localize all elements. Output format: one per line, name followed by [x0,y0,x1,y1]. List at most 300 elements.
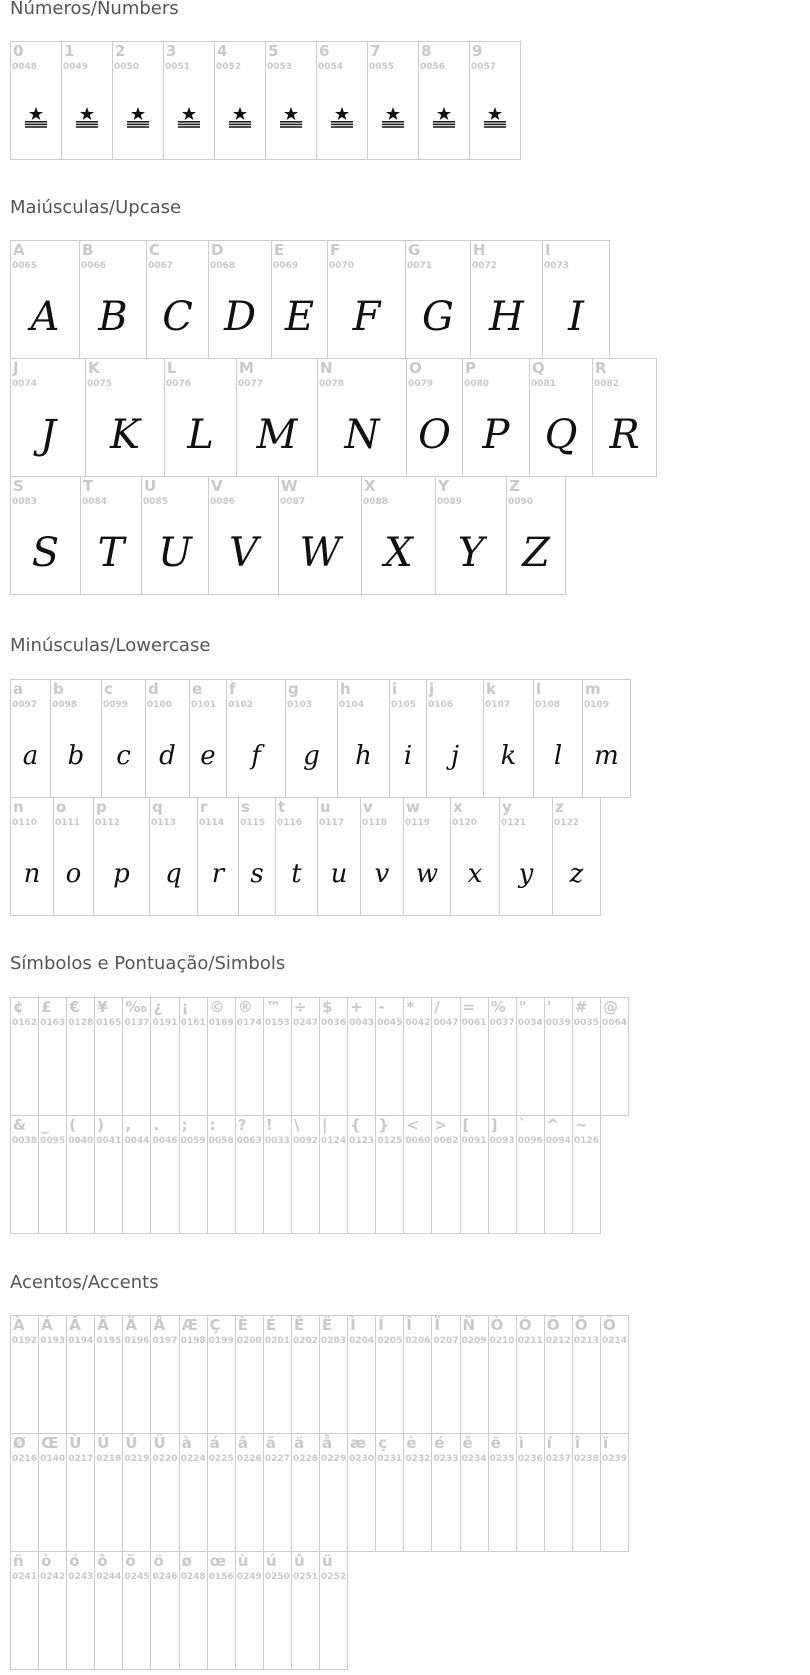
glyph-cell [375,1315,404,1434]
glyph-row [10,41,520,159]
glyph-cell [375,1433,404,1552]
glyph-cell [572,1315,601,1434]
glyph-character-label: a [13,680,24,698]
glyph-cell [10,1115,39,1234]
glyph-cell [80,476,142,595]
glyph-preview: m [594,740,619,771]
glyph-code-label: 0218 [96,1454,122,1464]
glyph-preview [266,80,316,155]
glyph-cell [10,1315,39,1434]
glyph-character-label: ] [490,1116,498,1134]
glyph-code-label: 0202 [292,1336,318,1346]
glyph-character-label: î [574,1434,581,1452]
glyph-code-label: 0102 [228,700,254,710]
glyph-code-label: 0227 [264,1454,290,1464]
glyph-code-label: 0140 [40,1454,66,1464]
glyph-character-label: | [322,1116,328,1134]
glyph-cell [544,1115,573,1234]
glyph-code-label: 0120 [452,818,478,828]
glyph-preview: S [31,529,60,576]
glyph-code-label: 0118 [362,818,388,828]
glyph-code-label: 0137 [124,1018,150,1028]
glyph-code-label: 0229 [321,1454,347,1464]
glyph-code-label: 0216 [12,1454,38,1464]
glyph-code-label: 0109 [584,700,610,710]
glyph-code-label: 0204 [349,1336,375,1346]
glyph-code-label: 0037 [489,1018,515,1028]
glyph-preview: i [403,740,413,771]
glyph-cell [179,1551,208,1670]
glyph-code-label: 0055 [369,62,395,72]
glyph-cell [389,679,427,798]
glyph-cell [347,1315,376,1434]
glyph-code-label: 0249 [236,1572,262,1582]
glyph-preview [62,80,112,155]
glyph-cell [10,1433,39,1552]
glyph-code-label: 0084 [82,497,108,507]
glyph-code-label: 0051 [165,62,191,72]
glyph-cell [582,679,631,798]
glyph-character-label: ê [462,1434,473,1452]
glyph-preview: g [303,740,320,771]
glyph-code-label: 0163 [40,1018,66,1028]
glyph-code-label: 0090 [508,497,534,507]
glyph-code-label: 0246 [152,1572,178,1582]
glyph-cell [403,997,432,1116]
glyph-character-label: Î [406,1316,412,1334]
glyph-character-label: ô [97,1552,108,1570]
glyph-preview: o [65,858,82,889]
glyph-cell [235,1315,264,1434]
glyph-character-label: Ü [153,1434,166,1452]
glyph-preview: L [187,411,214,458]
glyph-character-label: C [149,241,161,259]
glyph-code-label: 0195 [96,1336,122,1346]
glyph-character-label: Ä [125,1316,137,1334]
glyph-character-label: û [293,1552,305,1570]
glyph-character-label: O [409,359,422,377]
glyph-code-label: 0212 [545,1336,571,1346]
glyph-character-label: 7 [370,42,381,60]
glyph-character-label: @ [602,998,618,1016]
glyph-cell [122,1433,151,1552]
glyph-character-label: À [13,1316,25,1334]
glyph-cell [319,1315,348,1434]
glyph-code-label: 0086 [210,497,236,507]
glyph-cell [460,1433,489,1552]
glyph-cell [226,679,286,798]
glyph-character-label: ~ [574,1116,588,1134]
glyph-cell [317,358,407,477]
glyph-cell [506,476,566,595]
glyph-code-label: 0062 [433,1136,459,1146]
glyph-preview: p [113,858,130,889]
glyph-cell [150,1433,179,1552]
glyph-code-label: 0073 [544,261,570,271]
glyph-character-label: è [406,1434,417,1452]
glyph-code-label: 0209 [461,1336,487,1346]
glyph-cell [375,1115,404,1234]
glyph-code-label: 0094 [545,1136,571,1146]
glyph-character-label: 0 [13,42,24,60]
glyph-cell [499,797,553,916]
glyph-code-label: 0080 [464,379,490,389]
glyph-code-label: 0225 [208,1454,234,1464]
glyph-cell [319,1115,348,1234]
glyph-character-label: ( [69,1116,77,1134]
glyph-code-label: 0108 [535,700,561,710]
glyph-character-label: â [237,1434,248,1452]
glyph-character-label: 6 [319,42,330,60]
glyph-code-label: 0056 [420,62,446,72]
glyph-code-label: 0192 [12,1336,38,1346]
glyph-code-label: 0169 [208,1018,234,1028]
glyph-preview: f [251,740,261,771]
glyph-code-label: 0242 [40,1572,66,1582]
glyph-character-label: Z [509,477,520,495]
glyph-cell [319,997,348,1116]
glyph-grid-upcase [10,240,656,594]
glyph-character-label: J [13,359,19,377]
glyph-character-label: t [278,798,286,816]
glyph-character-label: d [148,680,159,698]
glyph-cell [10,41,62,160]
glyph-code-label: 0245 [124,1572,150,1582]
glyph-character-label: Ã [97,1316,109,1334]
glyph-code-label: 0076 [166,379,192,389]
glyph-code-label: 0112 [95,818,121,828]
glyph-code-label: 0252 [321,1572,347,1582]
glyph-character-label: c [104,680,113,698]
glyph-code-label: 0228 [292,1454,318,1464]
glyph-code-label: 0075 [87,379,113,389]
glyph-code-label: 0248 [180,1572,206,1582]
glyph-code-label: 0068 [210,261,236,271]
glyph-cell [238,797,276,916]
glyph-cell [208,476,279,595]
glyph-cell [516,1115,545,1234]
glyph-character-label: í [546,1434,552,1452]
glyph-code-label: 0040 [68,1136,94,1146]
glyph-character-label: å [322,1434,333,1452]
glyph-code-label: 0092 [292,1136,318,1146]
glyph-code-label: 0099 [103,700,129,710]
glyph-preview: M [256,411,298,458]
glyph-cell [291,1115,320,1234]
glyph-grid-lowercase [10,679,630,915]
glyph-character-label: P [465,359,476,377]
glyph-character-label: f [229,680,236,698]
glyph-preview: V [229,529,258,576]
glyph-character-label: Û [125,1434,138,1452]
glyph-cell [263,1551,292,1670]
foundry-logo-icon [481,107,509,129]
glyph-cell [66,997,95,1116]
glyph-character-label: Ñ [462,1316,476,1334]
glyph-preview: A [30,293,60,340]
glyph-cell [93,797,150,916]
glyph-cell [85,358,165,477]
glyph-character-label: h [340,680,351,698]
glyph-character-label: * [406,998,415,1016]
glyph-cell [38,997,67,1116]
glyph-code-label: 0074 [12,379,38,389]
glyph-cell [141,476,209,595]
glyph-preview: O [418,411,451,458]
glyph-row [10,1551,628,1669]
glyph-code-label: 0207 [433,1336,459,1346]
glyph-cell [101,679,146,798]
glyph-character-label: e [192,680,203,698]
glyph-code-label: 0033 [264,1136,290,1146]
glyph-character-label: ¢ [13,998,24,1016]
glyph-cell [542,240,610,359]
glyph-row [10,240,656,358]
glyph-preview [113,80,163,155]
glyph-cell [10,358,86,477]
glyph-code-label: 0059 [180,1136,206,1146]
glyph-preview [419,80,469,155]
glyph-code-label: 0038 [12,1136,38,1146]
glyph-character-label: ï [602,1434,609,1452]
glyph-cell [600,997,629,1116]
foundry-logo-icon [175,107,203,129]
foundry-logo-icon [277,107,305,129]
glyph-code-label: 0224 [180,1454,206,1464]
glyph-cell [544,1433,573,1552]
glyph-cell [361,476,436,595]
glyph-code-label: 0244 [96,1572,122,1582]
glyph-character-label: k [486,680,496,698]
glyph-character-label: ¡ [181,998,189,1016]
glyph-character-label: } [378,1116,389,1134]
glyph-code-label: 0219 [124,1454,150,1464]
glyph-cell [544,997,573,1116]
glyph-code-label: 0065 [12,261,38,271]
glyph-character-label: [ [462,1116,470,1134]
glyph-cell [367,41,419,160]
glyph-cell [418,41,470,160]
glyph-code-label: 0123 [349,1136,375,1146]
glyph-cell [600,1315,629,1434]
glyph-code-label: 0250 [264,1572,290,1582]
glyph-character-label: ™ [265,998,281,1016]
glyph-character-label: ò [41,1552,52,1570]
glyph-code-label: 0082 [594,379,620,389]
glyph-code-label: 0106 [428,700,454,710]
glyph-cell [572,997,601,1116]
glyph-character-label: É [265,1316,277,1334]
glyph-code-label: 0078 [319,379,345,389]
glyph-character-label: L [167,359,177,377]
glyph-character-label: Ø [13,1434,26,1452]
glyph-character-label: ? [237,1116,247,1134]
glyph-code-label: 0070 [329,261,355,271]
glyph-code-label: 0052 [216,62,242,72]
glyph-code-label: 0034 [517,1018,543,1028]
glyph-code-label: 0043 [349,1018,375,1028]
glyph-cell [431,1433,460,1552]
glyph-character-label: Ï [434,1316,440,1334]
glyph-cell [94,1315,123,1434]
glyph-code-label: 0035 [573,1018,599,1028]
glyph-character-label: Ì [350,1316,356,1334]
glyph-code-label: 0045 [377,1018,403,1028]
glyph-preview: r [211,858,225,889]
glyph-character-label: Q [532,359,545,377]
foundry-logo-icon [430,107,458,129]
glyph-character-label: à [181,1434,192,1452]
glyph-preview: J [39,411,57,458]
glyph-code-label: 0233 [433,1454,459,1464]
glyph-character-label: ù [237,1552,249,1570]
glyph-cell [435,476,507,595]
glyph-code-label: 0194 [68,1336,94,1346]
glyph-preview: I [568,293,584,340]
glyph-row [10,679,630,797]
glyph-character-label: 3 [166,42,177,60]
glyph-character-label: N [320,359,333,377]
glyph-character-label: ú [265,1552,277,1570]
glyph-character-label: D [211,241,224,259]
glyph-code-label: 0243 [68,1572,94,1582]
glyph-cell [360,797,404,916]
glyph-row [10,1315,628,1433]
glyph-character-label: Ô [546,1316,560,1334]
glyph-code-label: 0174 [236,1018,262,1028]
glyph-cell [66,1551,95,1670]
glyph-code-label: 0199 [208,1336,234,1346]
glyph-character-label: ` [518,1116,527,1134]
glyph-character-label: Ö [602,1316,616,1334]
glyph-character-label: , [125,1116,132,1134]
section-title-numbers: Números/Numbers [10,0,179,19]
glyph-cell [94,1551,123,1670]
glyph-code-label: 0220 [152,1454,178,1464]
glyph-code-label: 0088 [363,497,389,507]
glyph-preview: N [344,411,380,458]
glyph-character-label: > [434,1116,447,1134]
glyph-code-label: 0107 [485,700,511,710]
glyph-character-label: Ç [209,1316,221,1334]
glyph-row [10,797,630,915]
glyph-code-label: 0098 [52,700,78,710]
glyph-character-label: ® [237,998,253,1016]
glyph-code-label: 0047 [433,1018,459,1028]
glyph-code-label: 0235 [489,1454,515,1464]
glyph-cell [403,1315,432,1434]
glyph-code-label: 0128 [68,1018,94,1028]
glyph-code-label: 0156 [208,1572,234,1582]
glyph-cell [79,240,147,359]
glyph-grid-numbers [10,41,520,159]
glyph-preview: P [482,411,510,458]
glyph-cell [50,679,102,798]
glyph-cell [122,1115,151,1234]
glyph-preview: t [291,858,302,889]
glyph-code-label: 0226 [236,1454,262,1464]
glyph-character-label: _ [41,1116,49,1134]
glyph-cell [483,679,534,798]
glyph-code-label: 0079 [408,379,434,389]
glyph-cell [53,797,94,916]
glyph-code-label: 0069 [273,261,299,271]
glyph-preview: Z [522,529,550,576]
glyph-preview [164,80,214,155]
glyph-cell [10,997,39,1116]
glyph-character-label: Å [153,1316,166,1334]
glyph-code-label: 0063 [236,1136,262,1146]
glyph-preview: d [159,740,176,771]
glyph-character-label: W [281,477,298,495]
glyph-cell [235,997,264,1116]
glyph-character-label: ë [490,1434,501,1452]
glyph-cell [179,997,208,1116]
glyph-cell [291,997,320,1116]
glyph-code-label: 0101 [191,700,217,710]
glyph-code-label: 0057 [471,62,497,72]
glyph-code-label: 0096 [517,1136,543,1146]
glyph-cell [337,679,390,798]
glyph-cell [150,1551,179,1670]
glyph-code-label: 0113 [151,818,177,828]
glyph-code-label: 0095 [40,1136,66,1146]
glyph-character-label: l [536,680,542,698]
glyph-character-label: % [490,998,506,1016]
glyph-code-label: 0200 [236,1336,262,1346]
glyph-code-label: 0100 [147,700,173,710]
glyph-character-label: ÷ [293,998,307,1016]
glyph-cell [426,679,484,798]
glyph-character-label: Õ [574,1316,588,1334]
glyph-code-label: 0044 [124,1136,150,1146]
glyph-character-label: j [429,680,435,698]
glyph-grid-symbols [10,997,628,1233]
glyph-character-label: ø [181,1552,192,1570]
glyph-cell [122,1551,151,1670]
glyph-cell [38,1115,67,1234]
glyph-character-label: œ [209,1552,227,1570]
glyph-character-label: i [392,680,398,698]
glyph-preview: s [250,858,264,889]
glyph-character-label: 8 [421,42,432,60]
glyph-preview: Y [457,529,485,576]
glyph-cell [66,1115,95,1234]
glyph-cell [319,1433,348,1552]
glyph-code-label: 0239 [601,1454,628,1464]
glyph-cell [146,240,209,359]
glyph-code-label: 0206 [405,1336,431,1346]
glyph-row [10,997,628,1115]
glyph-cell [263,1315,292,1434]
glyph-cell [164,358,237,477]
glyph-code-label: 0105 [391,700,417,710]
glyph-character-label: A [13,241,25,259]
glyph-code-label: 0041 [96,1136,122,1146]
glyph-code-label: 0083 [12,497,38,507]
glyph-character-label: æ [350,1434,366,1452]
glyph-character-label: õ [125,1552,136,1570]
glyph-cell [347,1115,376,1234]
glyph-cell [94,1115,123,1234]
glyph-code-label: 0097 [12,700,38,710]
foundry-logo-icon [22,107,50,129]
glyph-code-label: 0053 [267,62,293,72]
glyph-preview: a [22,740,39,771]
glyph-code-label: 0234 [461,1454,487,1464]
glyph-character-label: = [462,998,476,1016]
glyph-character-label: m [585,680,601,698]
